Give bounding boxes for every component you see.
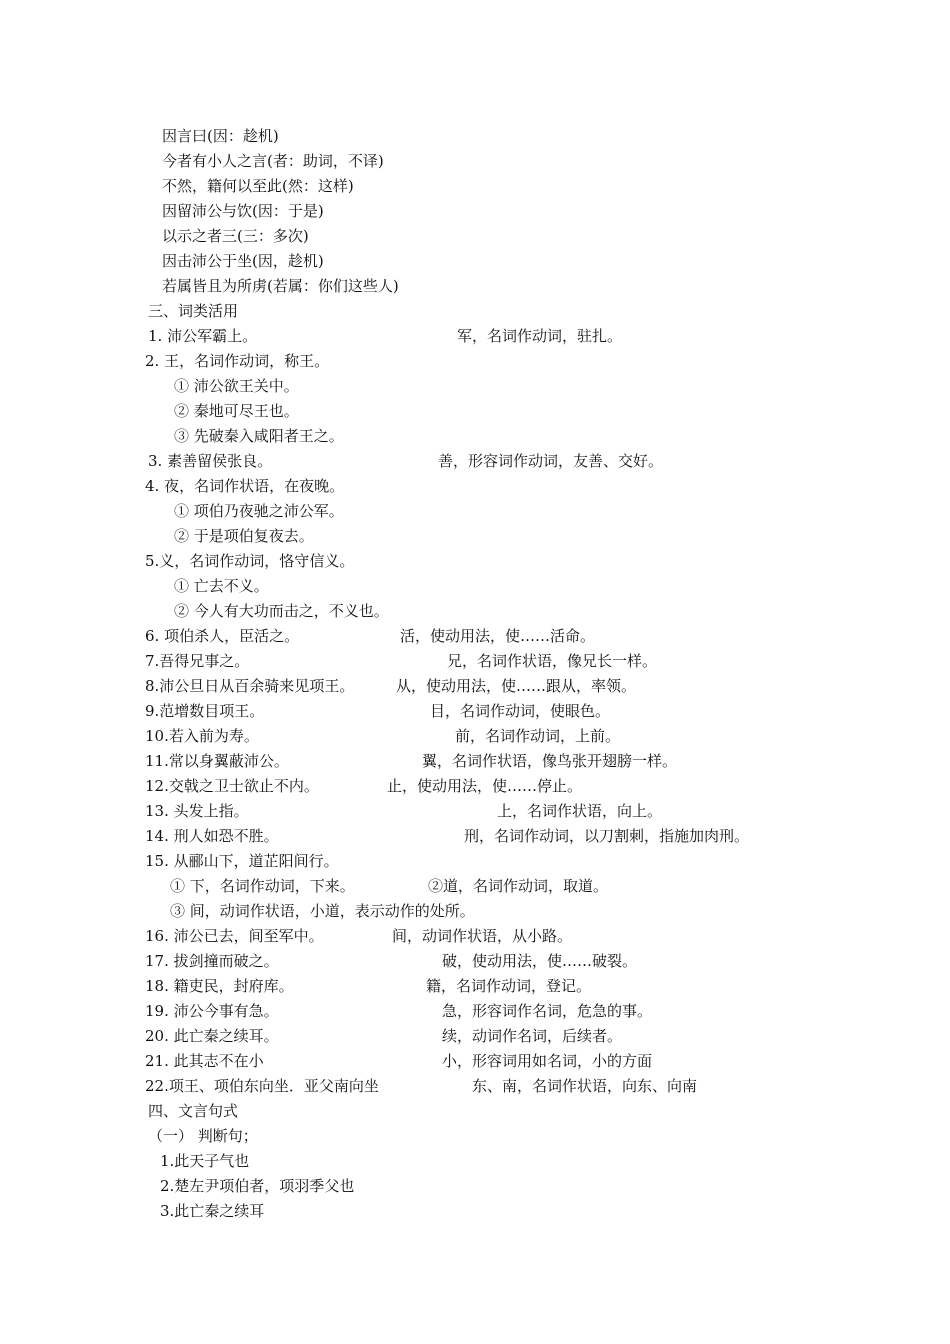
item-text: 8.沛公旦日从百余骑来见项王。 [145,677,355,695]
section-heading: 三、词类活用 [148,302,239,320]
item-text: 17. 拔剑撞而破之。 [145,952,279,970]
item-text: 10.若入前为寿。 [145,727,259,745]
sub-item: ③ 间，动词作状语，小道，表示动作的处所。 [170,902,475,920]
item-note: 破，使动用法，使……破裂。 [442,952,638,970]
item-note: 刑，名词作动词，以刀割刺，指施加肉刑。 [464,827,750,845]
gloss-line: 以示之者三(三：多次) [162,227,309,245]
item-text: 4. 夜，名词作状语，在夜晚。 [145,477,345,495]
item-note: 兄，名词作状语，像兄长一样。 [447,652,658,670]
gloss-line: 因言曰(因：趁机) [162,127,279,145]
sub-item: ② 秦地可尽王也。 [174,402,299,420]
sub-item: ① 亡去不义。 [174,577,269,595]
gloss-line: 因留沛公与饮(因：于是) [162,202,324,220]
subsection-heading: （一） 判断句； [148,1127,258,1145]
sub-item-note: ②道，名词作动词，取道。 [428,877,609,895]
gloss-line: 今者有小人之言(者：助词，不译) [162,152,384,170]
item-text: 11.常以身翼蔽沛公。 [145,752,289,770]
item-note: 间，动词作状语，从小路。 [392,927,573,945]
sub-item: ① 沛公欲王关中。 [174,377,299,395]
example-line: 1.此天子气也 [160,1152,250,1170]
sub-item: ② 今人有大功而击之，不义也。 [174,602,389,620]
item-note: 军，名词作动词，驻扎。 [457,327,623,345]
item-text: 18. 籍吏民，封府库。 [145,977,294,995]
item-note: 善，形容词作动词，友善、交好。 [438,452,664,470]
item-note: 续，动词作名词，后续者。 [442,1027,623,1045]
item-note: 翼，名词作状语，像鸟张开翅膀一样。 [422,752,678,770]
item-text: 6. 项伯杀人，臣活之。 [145,627,300,645]
item-note: 从，使动用法，使……跟从，率领。 [396,677,637,695]
sub-item: ① 下，名词作动词，下来。 [170,877,355,895]
item-text: 12.交戟之卫士欲止不内。 [145,777,319,795]
sub-item: ② 于是项伯复夜去。 [174,527,314,545]
sub-item: ③ 先破秦入咸阳者王之。 [174,427,344,445]
gloss-line: 因击沛公于坐(因，趁机) [162,252,324,270]
item-text: 15. 从郦山下，道芷阳间行。 [145,852,339,870]
item-text: 3. 素善留侯张良。 [148,452,273,470]
item-text: 21. 此其志不在小 [145,1052,264,1070]
item-note: 目，名词作动词，使眼色。 [430,702,611,720]
item-text: 5.义，名词作动词，恪守信义。 [145,552,355,570]
item-text: 7.吾得兄事之。 [145,652,250,670]
item-note: 籍，名词作动词，登记。 [426,977,592,995]
example-line: 3.此亡秦之续耳 [160,1202,265,1220]
item-text: 20. 此亡秦之续耳。 [145,1027,279,1045]
gloss-line: 若属皆且为所虏(若属：你们这些人) [162,277,399,295]
item-note: 东、南，名词作状语，向东、向南 [472,1077,698,1095]
item-note: 急，形容词作名词，危急的事。 [442,1002,653,1020]
item-text: 2. 王，名词作动词，称王。 [145,352,330,370]
item-text: 13. 头发上指。 [145,802,249,820]
item-text: 16. 沛公已去，间至军中。 [145,927,324,945]
item-text: 9.范增数目项王。 [145,702,265,720]
item-note: 前，名词作动词，上前。 [455,727,621,745]
item-text: 14. 刑人如恐不胜。 [145,827,279,845]
section-heading: 四、文言句式 [148,1102,239,1120]
gloss-line: 不然，籍何以至此(然：这样) [162,177,354,195]
item-note: 止，使动用法，使……停止。 [387,777,583,795]
item-text: 19. 沛公今事有急。 [145,1002,279,1020]
item-note: 小，形容词用如名词，小的方面 [442,1052,653,1070]
item-note: 活，使动用法，使……活命。 [400,627,596,645]
item-note: 上，名词作状语，向上。 [497,802,663,820]
item-text: 1. 沛公军霸上。 [148,327,258,345]
sub-item: ① 项伯乃夜驰之沛公军。 [174,502,344,520]
item-text: 22.项王、项伯东向坐．亚父南向坐 [145,1077,379,1095]
example-line: 2.楚左尹项伯者，项羽季父也 [160,1177,355,1195]
